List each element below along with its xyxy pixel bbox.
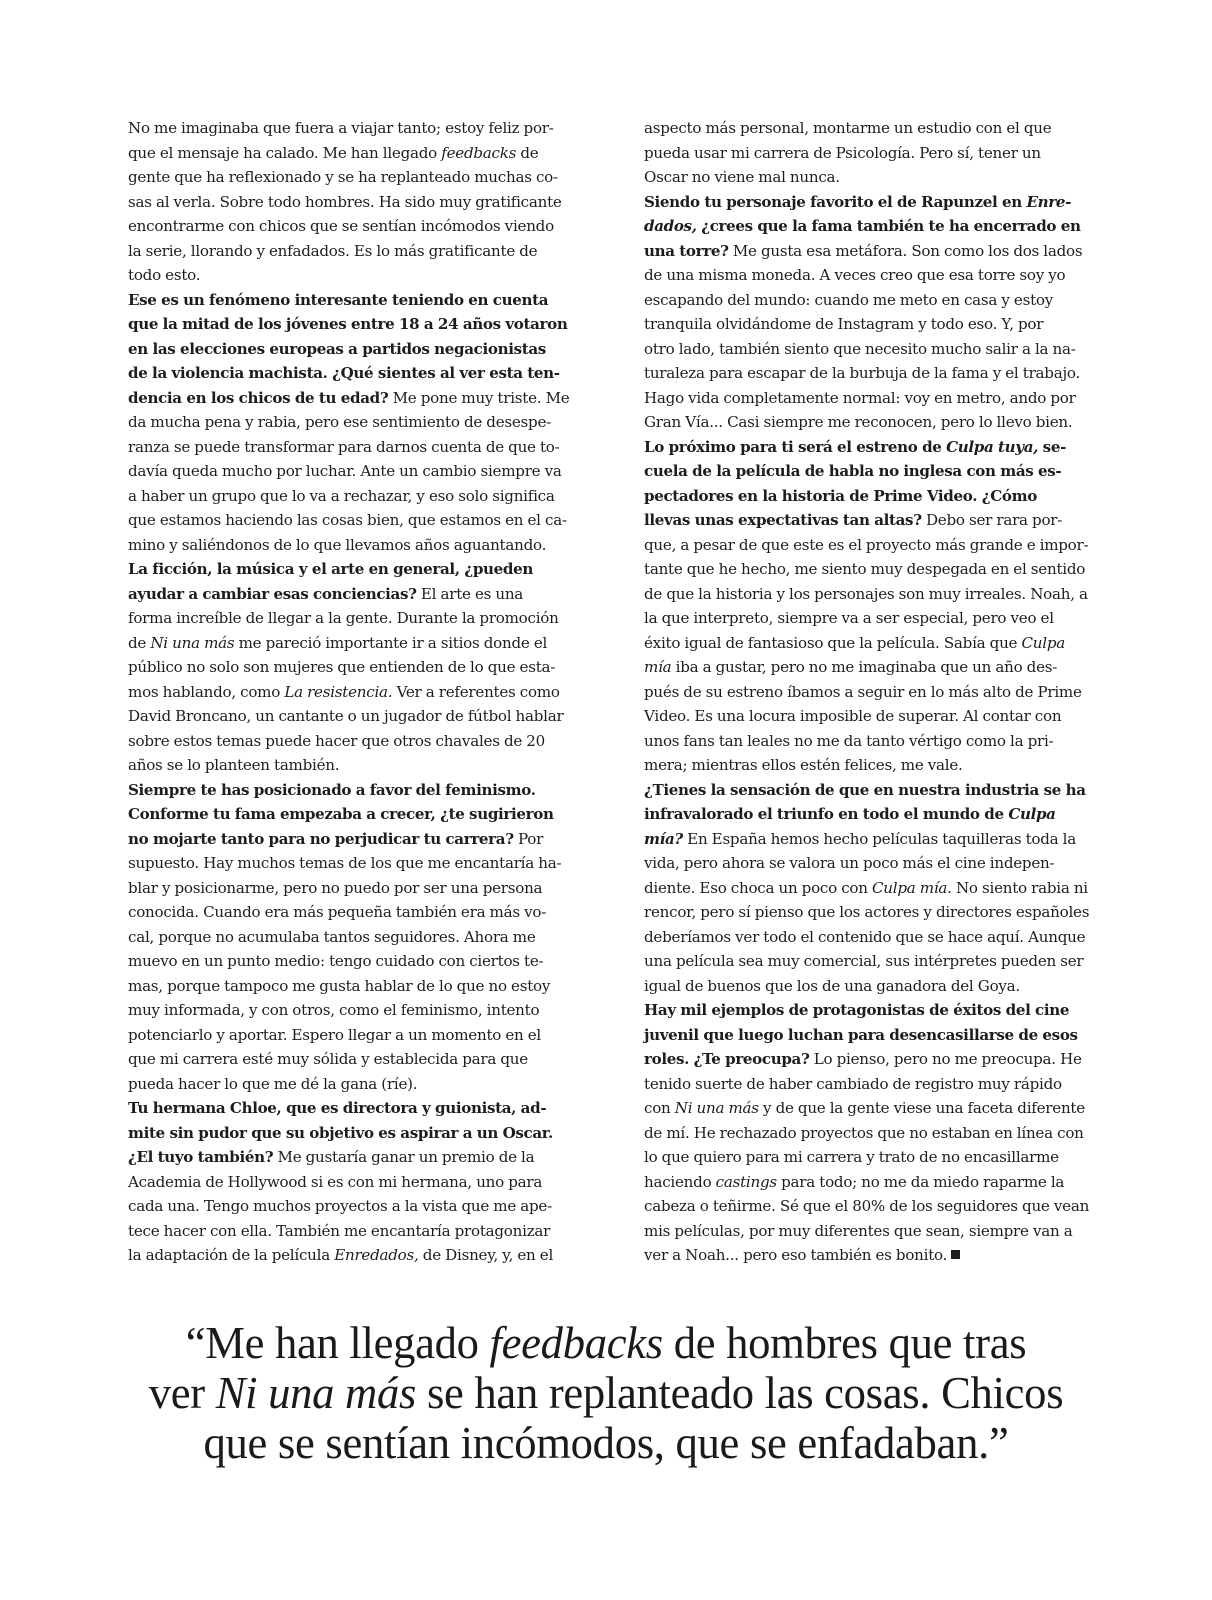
article-text: deberíamos ver todo el contenido que se hace aquí. Aunque [644, 927, 1086, 946]
article-line [128, 435, 596, 460]
article-line [644, 1023, 1112, 1048]
article-line [644, 116, 1112, 141]
article-text: muy informada, y con otros, como el feminismo, intento [128, 1001, 540, 1019]
article-text: sas al verla. Sobre todo hombres. Ha sido muy gratificante [128, 192, 562, 211]
article-line [128, 778, 596, 803]
article-text: unos fans tan leales no me da tanto vértigo como la pri- [644, 731, 1054, 750]
article-question-text: Enre- [1026, 192, 1072, 211]
article-text: mino y saliéndonos de lo que llevamos años aguantando. [128, 535, 547, 554]
article-line [128, 680, 596, 705]
article-text: gente que ha reflexionado y se ha replanteado muchas co- [128, 168, 558, 186]
article-text: sobre estos temas puede hacer que otros chavales de 20 [128, 731, 546, 750]
article-text: la que interpreto, siempre va a ser especial, pero veo el [644, 609, 1054, 627]
article-line [644, 312, 1112, 337]
article-question-text: mite sin pudor que su objetivo es aspirar a un Oscar. [128, 1123, 553, 1142]
article-line [128, 851, 596, 876]
article-text: iba a gustar, pero no me imaginaba que un año des- [671, 658, 1058, 676]
article-line [128, 312, 596, 337]
article-line [644, 802, 1112, 827]
article-line [128, 214, 596, 239]
article-text: Video. Es una locura imposible de superar. Al contar con [644, 707, 1062, 725]
article-line [128, 239, 596, 264]
article-line [128, 141, 596, 166]
article-question-text: Ese es un fenómeno interesante teniendo en cuenta [128, 290, 549, 309]
article-line [128, 827, 596, 852]
article-text: muevo en un punto medio: tengo cuidado con ciertos te- [128, 952, 544, 970]
article-text: blar y posicionarme, pero no puedo por ser una persona [128, 878, 543, 897]
article-text: mos hablando, como [128, 682, 285, 701]
article-line [644, 165, 1112, 190]
end-of-article-square-icon [951, 1250, 960, 1259]
article-text: para todo; no me da miedo raparme la [776, 1172, 1065, 1191]
article-column-right [644, 116, 1112, 1268]
article-line [128, 533, 596, 558]
article-text: cabeza o teñirme. Sé que el 80% de los seguidores que vean [644, 1197, 1090, 1215]
article-text: Gran Vía... Casi siempre me reconocen, pero lo llevo bien. [644, 413, 1073, 431]
article-text: encontrarme con chicos que se sentían incómodos viendo [128, 217, 554, 235]
article-text: mis películas, por muy diferentes que sean, siempre van a [644, 1221, 1073, 1240]
article-text: de [516, 143, 539, 162]
pull-quote-text: se han replanteado las cosas. Chicos [416, 1367, 1064, 1418]
article-line [128, 1145, 596, 1170]
article-line [128, 508, 596, 533]
article-line [128, 949, 596, 974]
pull-quote-line [76, 1368, 1135, 1418]
article-question-text: de la violencia machista. ¿Qué sientes al ver esta ten- [128, 364, 560, 382]
article-line [128, 729, 596, 754]
article-text: David Broncano, un cantante o un jugador de fútbol hablar [128, 707, 564, 725]
article-text: conocida. Cuando era más pequeña también era más vo- [128, 903, 547, 921]
article-line [644, 1243, 1112, 1268]
article-italic-title: La resistencia. [284, 682, 393, 701]
pull-quote-italic-title: feedbacks [489, 1317, 663, 1368]
article-line [644, 876, 1112, 901]
article-question-text: cuela de la película de habla no inglesa con más es- [644, 462, 1062, 480]
article-text: Lo pienso, pero no me preocupa. He [809, 1050, 1082, 1068]
article-italic-title: Culpa [1021, 633, 1065, 652]
article-text: con [644, 1099, 675, 1117]
article-question-text: roles. ¿Te preocupa? [644, 1050, 810, 1068]
article-italic-title: castings [715, 1172, 777, 1191]
article-question-text: pectadores en la historia de Prime Video. ¿Cómo [644, 486, 1037, 505]
article-question-text: ¿crees que la fama también te ha encerrado en [696, 217, 1081, 235]
article-text: No siento rabia ni [951, 878, 1088, 897]
article-line [644, 753, 1112, 778]
article-question-text: en las elecciones europeas a partidos negacionistas [128, 339, 546, 358]
article-text: Me gustaría ganar un premio de la [273, 1148, 535, 1166]
article-line [644, 190, 1112, 215]
article-question-text: que la mitad de los jóvenes entre 18 a 24 años votaron [128, 315, 568, 333]
article-question-text: una torre? [644, 241, 729, 260]
article-text: forma increíble de llegar a la gente. Durante la promoción [128, 609, 559, 627]
article-text: de una misma moneda. A veces creo que esa torre soy yo [644, 266, 1066, 284]
article-line [128, 484, 596, 509]
article-text: que, a pesar de que este es el proyecto más grande e impor- [644, 535, 1089, 554]
article-column-left [128, 116, 596, 1268]
article-question-text: llevas unas expectativas tan altas? [644, 511, 922, 529]
article-text: davía queda mucho por luchar. Ante un cambio siempre va [128, 462, 562, 480]
article-line [644, 680, 1112, 705]
article-text: la serie, llorando y enfadados. Es lo más gratificante de [128, 241, 538, 260]
article-line [644, 337, 1112, 362]
article-question-text: Conforme tu fama empezaba a crecer, ¿te sugirieron [128, 805, 554, 823]
article-text: años se lo planteen también. [128, 756, 340, 774]
article-line [644, 778, 1112, 803]
pull-quote-text: que se sentían incómodos, que se enfadaban.” [203, 1417, 1009, 1468]
article-question-text: no mojarte tanto para no perjudicar tu carrera? [128, 829, 514, 848]
article-question-text: mía? [644, 829, 683, 848]
article-text: la adaptación de la película [128, 1246, 335, 1264]
article-text: una película sea muy comercial, sus intérpretes pueden ser [644, 952, 1084, 970]
article-question-text: dados, [644, 217, 697, 235]
article-question-text: Lo próximo para ti será el estreno de [644, 437, 947, 456]
article-text: potenciarlo y aportar. Espero llegar a un momento en el [128, 1025, 542, 1044]
article-line [644, 827, 1112, 852]
article-text: igual de buenos que los de una ganadora del Goya. [644, 976, 1020, 995]
article-line [128, 974, 596, 999]
article-line [128, 876, 596, 901]
article-line [128, 288, 596, 313]
article-line [644, 557, 1112, 582]
article-line [128, 263, 596, 288]
article-line [644, 141, 1112, 166]
article-line [644, 386, 1112, 411]
pull-quote-line [76, 1418, 1135, 1468]
article-line [128, 410, 596, 435]
article-line [128, 1047, 596, 1072]
article-question-text: Siendo tu personaje favorito el de Rapunzel en [644, 192, 1027, 211]
article-question-text: dencia en los chicos de tu edad? [128, 388, 389, 407]
article-line [644, 998, 1112, 1023]
article-text: Me gusta esa metáfora. Son como los dos lados [728, 241, 1083, 260]
article-line [128, 802, 596, 827]
article-line [128, 337, 596, 362]
article-text: escapando del mundo: cuando me meto en casa y estoy [644, 290, 1054, 309]
article-line [128, 557, 596, 582]
article-line [128, 361, 596, 386]
article-line [128, 1243, 596, 1268]
article-question-text: juvenil que luego luchan para desencasillarse de esos [644, 1025, 1078, 1044]
article-line [644, 263, 1112, 288]
article-text: público no solo son mujeres que entienden de lo que esta- [128, 658, 556, 676]
article-text: ranza se puede transformar para darnos cuenta de que to- [128, 437, 560, 456]
article-text: pués de su estreno íbamos a seguir en lo más alto de Prime [644, 682, 1082, 701]
article-question-text: La ficción, la música y el arte en general, ¿pueden [128, 560, 533, 578]
article-line [644, 851, 1112, 876]
article-line [128, 1096, 596, 1121]
article-text: supuesto. Hay muchos temas de los que me encantaría ha- [128, 854, 562, 872]
article-italic-title: mía [644, 658, 672, 676]
article-line [644, 582, 1112, 607]
article-question-text: Tu hermana Chloe, que es directora y guionista, ad- [128, 1099, 547, 1117]
article-line [644, 655, 1112, 680]
article-line [644, 533, 1112, 558]
article-text: tece hacer con ella. También me encantaría protagonizar [128, 1221, 551, 1240]
article-line [128, 459, 596, 484]
article-text: turaleza para escapar de la burbuja de la fama y el trabajo. [644, 364, 1080, 382]
article-line [644, 288, 1112, 313]
article-line [644, 949, 1112, 974]
article-line [644, 1047, 1112, 1072]
article-line [644, 214, 1112, 239]
article-line [128, 190, 596, 215]
article-text: a haber un grupo que lo va a rechazar, y eso solo significa [128, 486, 555, 505]
article-text: tranquila olvidándome de Instagram y todo eso. Y, por [644, 315, 1044, 333]
article-question-text: Culpa tuya, [946, 437, 1039, 456]
article-question-text: Siempre te has posicionado a favor del feminismo. [128, 780, 536, 799]
article-text: me pareció importante ir a sitios donde el [234, 633, 548, 652]
article-text: éxito igual de fantasioso que la película. Sabía que [644, 633, 1022, 652]
article-line [128, 1194, 596, 1219]
article-question-text: se- [1038, 437, 1066, 456]
article-line [128, 165, 596, 190]
article-text: de mí. He rechazado proyectos que no estaban en línea con [644, 1123, 1084, 1142]
article-text: Academia de Hollywood si es con mi hermana, uno para [128, 1172, 543, 1191]
article-line [644, 435, 1112, 460]
article-text: que el mensaje ha calado. Me han llegado [128, 143, 442, 162]
article-text: lo que quiero para mi carrera y trato de no encasillarme [644, 1148, 1059, 1166]
article-line [128, 655, 596, 680]
article-text: que mi carrera esté muy sólida y establecida para que [128, 1050, 528, 1068]
article-line [128, 1121, 596, 1146]
article-italic-title: Ni una más [150, 633, 235, 652]
article-text: otro lado, también siento que necesito mucho salir a la na- [644, 339, 1076, 358]
pull-quote-text: ver [148, 1367, 216, 1418]
article-line [128, 1072, 596, 1097]
article-text: que estamos haciendo las cosas bien, que estamos en el ca- [128, 511, 567, 529]
article-text: da mucha pena y rabia, pero ese sentimiento de desespe- [128, 413, 551, 431]
article-line [128, 386, 596, 411]
article-line [644, 361, 1112, 386]
article-text: de que la historia y los personajes son muy irreales. Noah, a [644, 584, 1088, 603]
article-question-text: Culpa [1008, 805, 1056, 823]
article-line [644, 1145, 1112, 1170]
article-text: de Disney, y, en el [418, 1246, 554, 1264]
article-line [644, 606, 1112, 631]
article-text: aspecto más personal, montarme un estudio con el que [644, 119, 1052, 137]
article-text: todo esto. [128, 266, 201, 284]
article-question-text: ayudar a cambiar esas conciencias? [128, 584, 417, 603]
article-line [644, 1072, 1112, 1097]
article-line [128, 704, 596, 729]
article-text: Hago vida completamente normal: voy en metro, ando por [644, 388, 1076, 407]
article-text: tante que he hecho, me siento muy despegada en el sentido [644, 560, 1086, 578]
article-line [644, 704, 1112, 729]
pull-quote-text: “Me han llegado [185, 1317, 490, 1368]
article-text: cal, porque no acumulaba tantos seguidores. Ahora me [128, 927, 536, 946]
article-line [644, 1194, 1112, 1219]
article-text: tenido suerte de haber cambiado de registro muy rápido [644, 1074, 1062, 1093]
article-question-text: ¿El tuyo también? [128, 1148, 274, 1166]
article-text: pueda hacer lo que me dé la gana (ríe). [128, 1074, 418, 1093]
article-line [644, 925, 1112, 950]
article-text: No me imaginaba que fuera a viajar tanto; estoy feliz por- [128, 119, 554, 137]
article-line [128, 1023, 596, 1048]
pull-quote-line [76, 1318, 1135, 1368]
article-italic-title: Ni una más [674, 1099, 759, 1117]
article-italic-title: feedbacks [441, 143, 517, 162]
article-line [644, 484, 1112, 509]
article-line [644, 729, 1112, 754]
article-line [644, 459, 1112, 484]
article-line [128, 1219, 596, 1244]
article-line [644, 239, 1112, 264]
pull-quote-italic-title: Ni una más [215, 1367, 417, 1418]
article-line [128, 606, 596, 631]
article-line [128, 116, 596, 141]
article-text: de [128, 633, 151, 652]
pull-quote [76, 1318, 1135, 1468]
pull-quote-text: de hombres que tras [662, 1317, 1027, 1368]
article-text: mera; mientras ellos estén felices, me vale. [644, 756, 963, 774]
article-text: mas, porque tampoco me gusta hablar de lo que no estoy [128, 976, 551, 995]
article-text: ver a Noah... pero eso también es bonito. [644, 1246, 948, 1264]
article-text: rencor, pero sí pienso que los actores y directores españoles [644, 903, 1090, 921]
article-line [128, 1170, 596, 1195]
article-question-text: Hay mil ejemplos de protagonistas de éxitos del cine [644, 1001, 1070, 1019]
article-line [644, 508, 1112, 533]
article-text: pueda usar mi carrera de Psicología. Pero sí, tener un [644, 143, 1041, 162]
article-text: Por [513, 829, 544, 848]
article-italic-title: Enredados, [334, 1246, 419, 1264]
article-line [644, 631, 1112, 656]
article-text: El arte es una [416, 584, 524, 603]
article-text: Debo ser rara por- [921, 511, 1063, 529]
article-text: cada una. Tengo muchos proyectos a la vista que me ape- [128, 1197, 552, 1215]
article-text: vida, pero ahora se valora un poco más el cine indepen- [644, 854, 1055, 872]
article-text: Oscar no viene mal nunca. [644, 168, 840, 186]
article-line [128, 998, 596, 1023]
article-line [128, 900, 596, 925]
article-line [644, 900, 1112, 925]
article-text: y de que la gente viese una faceta diferente [758, 1099, 1085, 1117]
article-line [128, 753, 596, 778]
article-line [128, 925, 596, 950]
article-line [644, 1121, 1112, 1146]
article-question-text: infravalorado el triunfo en todo el mundo de [644, 805, 1009, 823]
article-line [644, 410, 1112, 435]
article-line [644, 1096, 1112, 1121]
article-text: En España hemos hecho películas taquilleras toda la [682, 829, 1076, 848]
article-line [128, 631, 596, 656]
article-line [644, 974, 1112, 999]
article-line [128, 582, 596, 607]
article-question-text: ¿Tienes la sensación de que en nuestra industria se ha [644, 780, 1086, 799]
article-text: haciendo [644, 1172, 716, 1191]
article-text: Ver a referentes como [392, 682, 560, 701]
article-text: Me pone muy triste. Me [388, 388, 570, 407]
article-line [644, 1170, 1112, 1195]
article-text: diente. Eso choca un poco con [644, 878, 872, 897]
article-line [644, 1219, 1112, 1244]
article-italic-title: Culpa mía. [872, 878, 952, 897]
